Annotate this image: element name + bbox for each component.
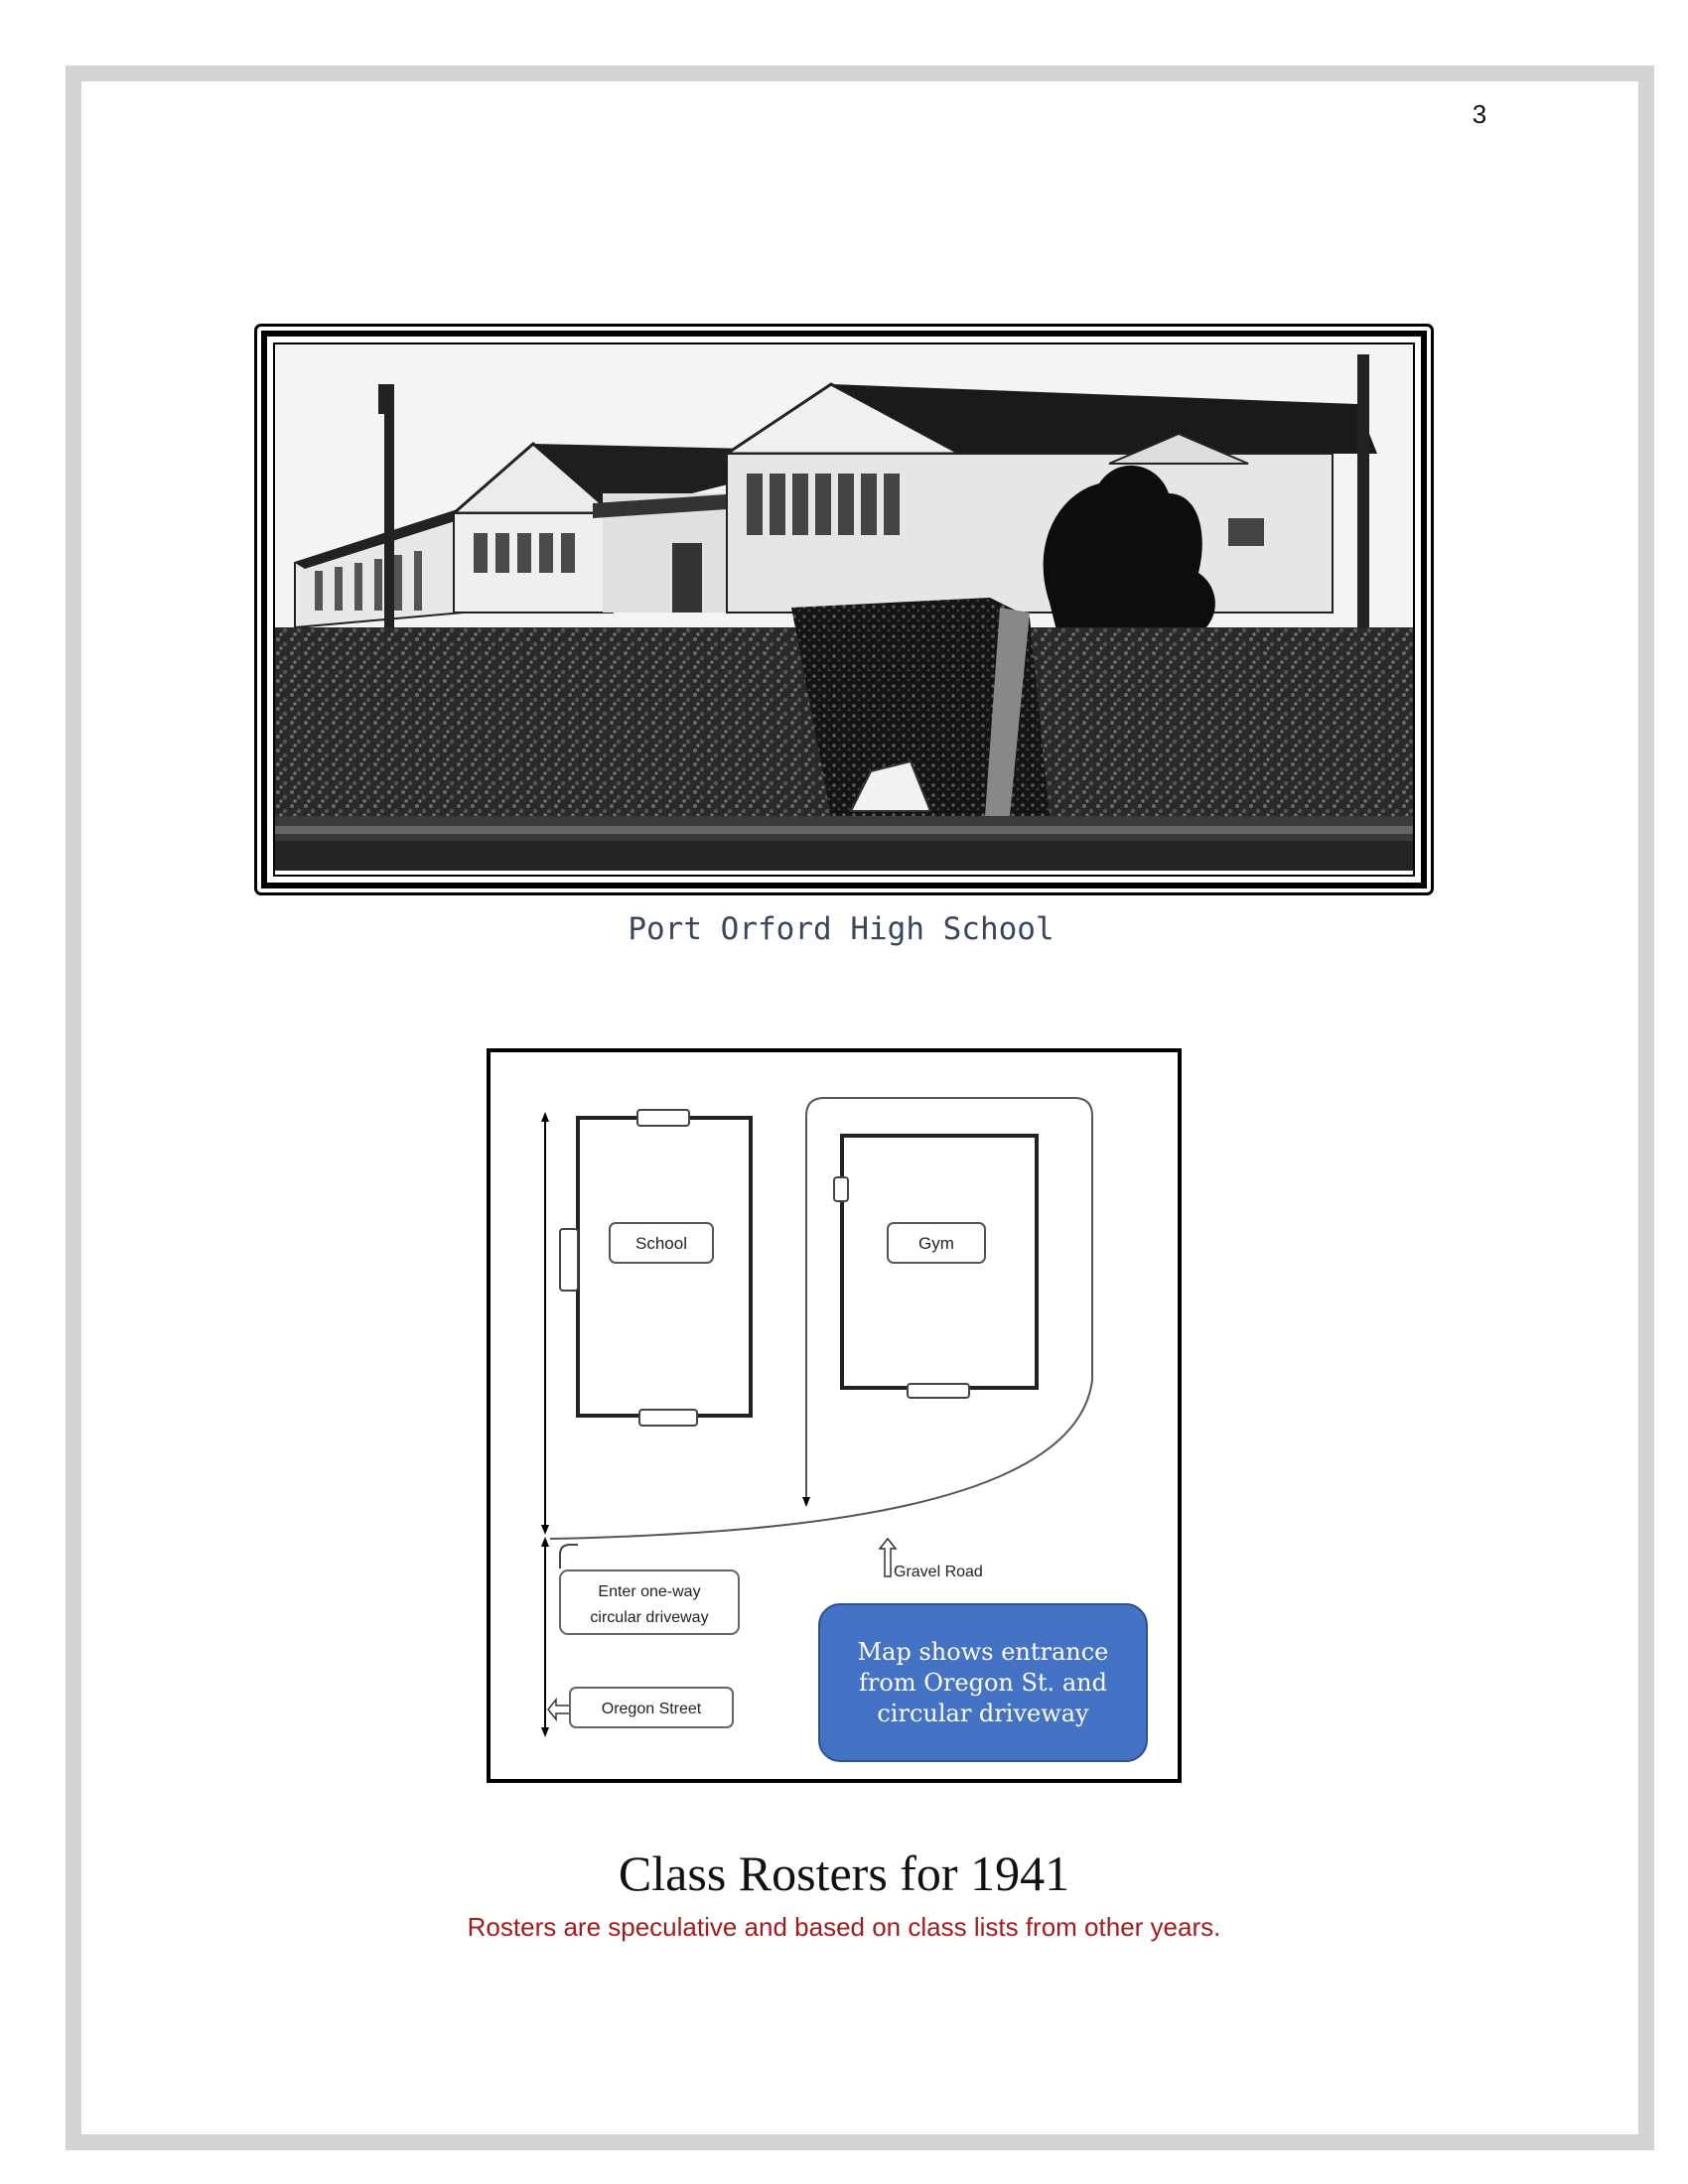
section-subtitle: Rosters are speculative and based on class lists from other years. [467, 1912, 1221, 1942]
photo-area [273, 342, 1415, 877]
enter-label-line2: circular driveway [590, 1609, 709, 1626]
school-building [578, 1118, 751, 1416]
section-title: Class Rosters for 1941 [618, 1845, 1070, 1901]
enter-label-line1: Enter one-way [598, 1583, 701, 1600]
photo-caption: Port Orford High School [628, 911, 1055, 947]
school-label: School [635, 1234, 687, 1253]
photo-border [261, 331, 1427, 888]
page-number: 3 [1472, 99, 1487, 129]
gravel-road-label: Gravel Road [894, 1564, 983, 1580]
campus-map [487, 1048, 1182, 1783]
map-note: Map shows entrance from Oregon St. and circular driveway [818, 1603, 1148, 1762]
school-photo-frame [254, 324, 1434, 895]
school-photo [275, 344, 1413, 871]
oregon-street-label: Oregon Street [601, 1701, 702, 1717]
gym-label: Gym [918, 1234, 954, 1253]
